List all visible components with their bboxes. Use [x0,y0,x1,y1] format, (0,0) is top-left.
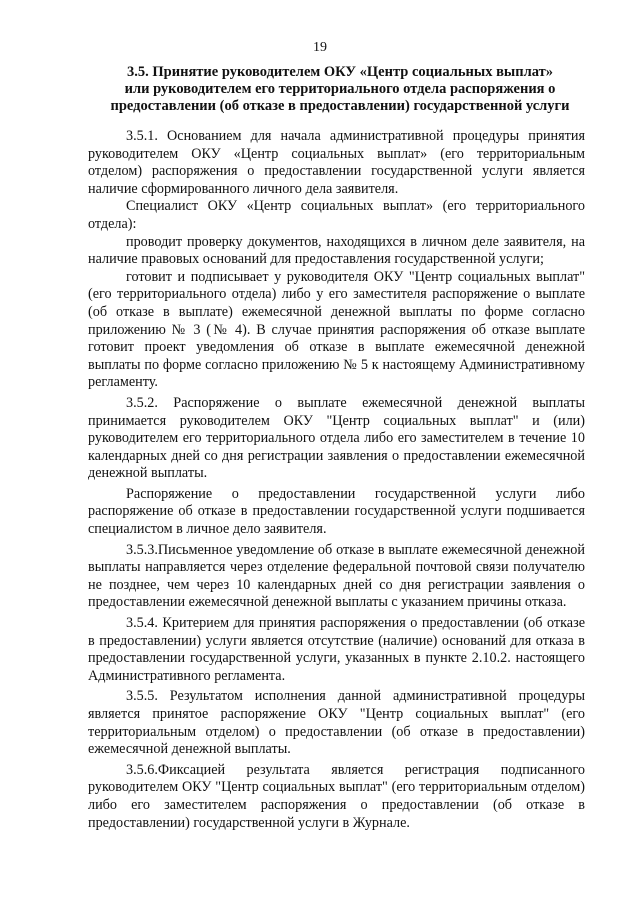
paragraph-3-5-2: 3.5.2. Распоряжение о выплате ежемесячной денежной выплаты принимается руководителем ОКУ "Центр социальных выплат" и (или) руководителем его территориального отдела либо его заместителем в течение 10 календарных дней со дня регистрации заявления о предоставлении ежемесячной денежной выплаты. [88,394,585,482]
section-title-line: 3.5. Принятие руководителем ОКУ «Центр социальных выплат» [127,64,553,80]
document-body [88,128,585,832]
paragraph-specialist: Специалист ОКУ «Центр социальных выплат» (его территориального отдела): [88,198,585,232]
section-title-line: предоставлении (об отказе в предоставлении) государственной услуги [110,98,570,114]
section-title [90,64,590,115]
paragraph-3-5-5: 3.5.5. Результатом исполнения данной административной процедуры является принятое распоряжение ОКУ "Центр социальных выплат" (его территориальным отделом) о предоставлении (об отказе в предоставлении) ежемесячной денежной выплаты. [88,688,585,758]
paragraph-3-5-6: 3.5.6.Фиксацией результата является регистрация подписанного руководителем ОКУ "Центр социальных выплат" (его территориальным отделом) либо его заместителем распоряжения о предоставлении (об отказе в предоставлении) государственной услуги в Журнале. [88,761,585,831]
paragraph-3-5-4: 3.5.4. Критерием для принятия распоряжения о предоставлении (об отказе в предоставлении) услуги является отсутствие (наличие) оснований для отказа в предоставлении государственной услуги, указанных в пункте 2.10.2. настоящего Административного регламента. [88,615,585,684]
paragraph-prepare-order: готовит и подписывает у руководителя ОКУ "Центр социальных выплат" (его территориального отдела) либо у его заместителя распоряжение о выплате (об отказе в выплате) ежемесячной денежной выплаты по форме согласно приложению № 3 (№ 4). В случае принятия распоряжения об отказе выплате готовит проект уведомления об отказе в выплате ежемесячной денежной выплаты по форме согласно приложению № 5 к настоящему Административному регламенту. [88,268,585,391]
paragraph-3-5-3: 3.5.3.Письменное уведомление об отказе в выплате ежемесячной денежной выплаты направляется через отделение федеральной почтовой связи получателю не позднее, чем через 10 календарных дней со дня регистрации заявления о предоставлении ежемесячной денежной выплаты с указанием причины отказа. [88,541,585,611]
paragraph-3-5-1: 3.5.1. Основанием для начала административной процедуры принятия руководителем ОКУ «Центр социальных выплат» (его территориальным отделом) распоряжения о предоставлении государственной услуги является наличие сформированного личного дела заявителя. [88,128,585,197]
paragraph-order-filed: Распоряжение о предоставлении государственной услуги либо распоряжение об отказе в предоставлении государственной услуги подшивается специалистом в личное дело заявителя. [88,485,585,538]
paragraph-check-documents: проводит проверку документов, находящихся в личном деле заявителя, на наличие правовых оснований для предоставления государственной услуги; [88,233,585,268]
section-title-line: или руководителем его территориального отдела распоряжения о [124,81,556,97]
page-number: 19 [313,40,327,55]
